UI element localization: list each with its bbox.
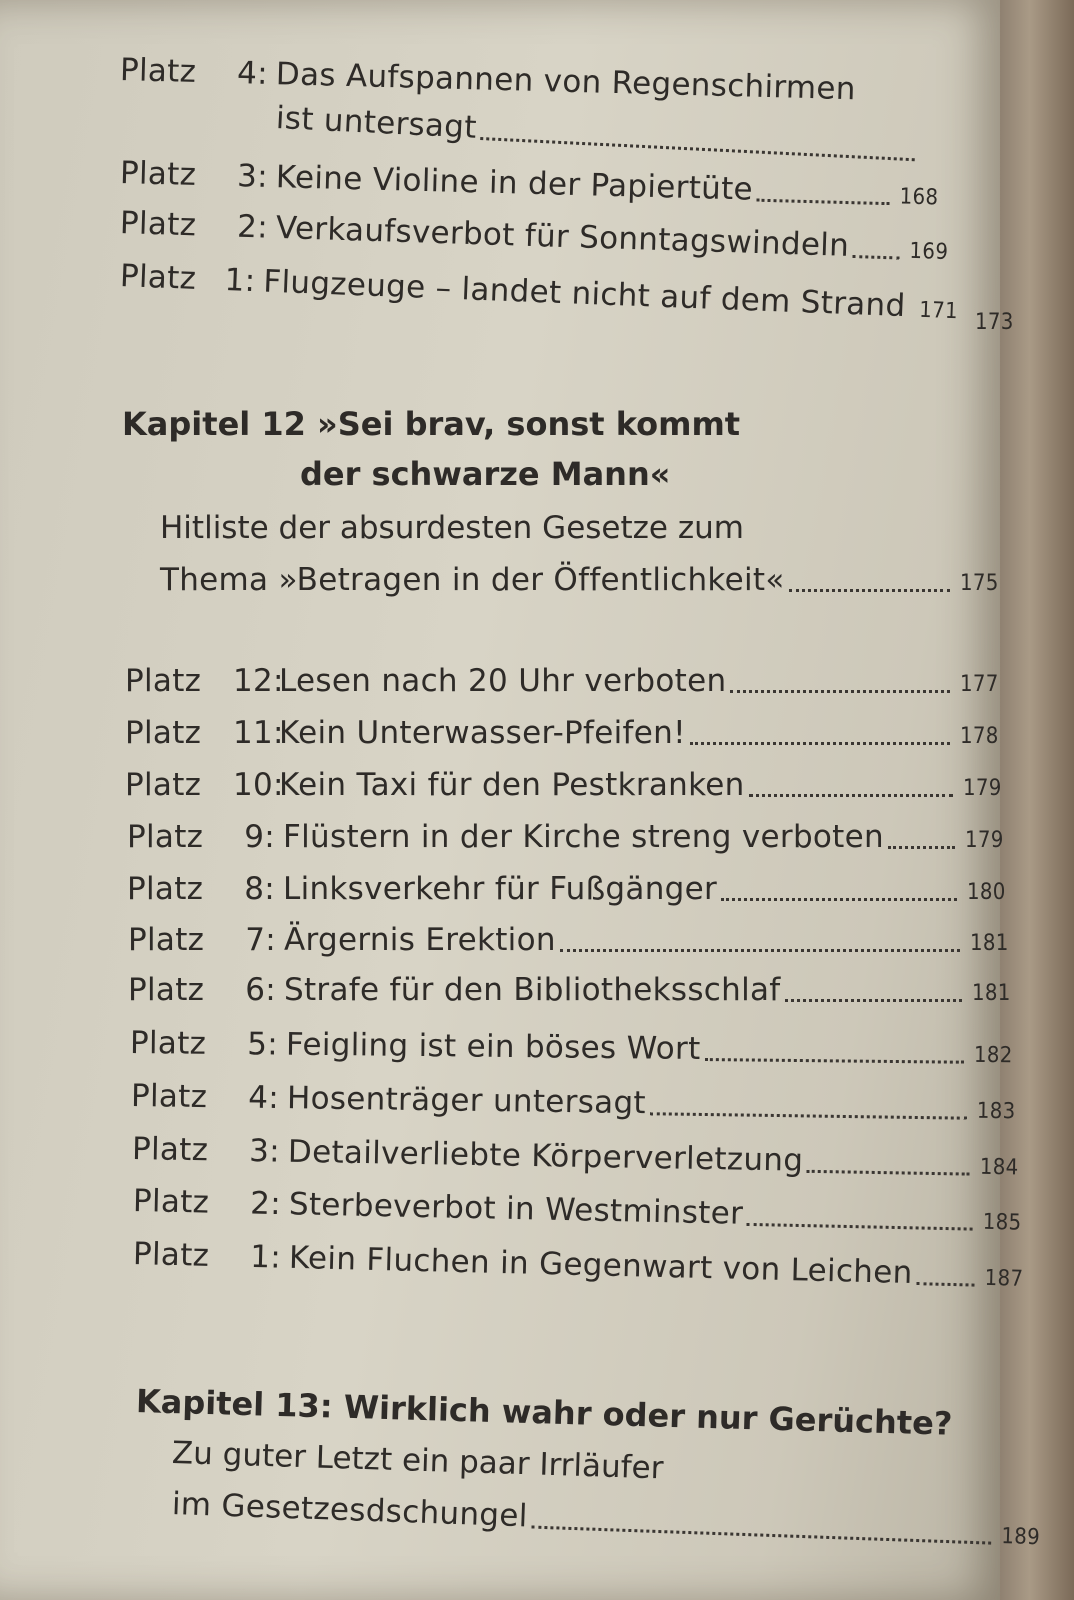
entry-prefix: Platz [132, 1183, 210, 1221]
entry-prefix: Platz [131, 1131, 209, 1169]
chapter-13-subtitle-line2 [171, 1486, 1042, 1552]
chapter-13-page: 189 [1000, 1523, 1041, 1551]
dot-leader [480, 137, 915, 161]
entry-page: 181 [972, 981, 1011, 1006]
entry-prefix: Platz [127, 871, 204, 907]
entry-prefix: Platz [130, 1078, 208, 1116]
entry-number: 4: [247, 1079, 280, 1117]
entry-title: Hosenträger untersagt [286, 1080, 647, 1122]
entry-page: 182 [973, 1042, 1013, 1069]
entry-title: Keine Violine in der Papiertüte [275, 159, 754, 208]
toc-entry-6 [128, 972, 1012, 1008]
entry-prefix: Platz [119, 205, 197, 244]
entry-title: Verkaufsverbot für Sonntagswindeln [275, 209, 850, 264]
entry-page: 184 [979, 1154, 1019, 1181]
entry-page: 168 [899, 184, 939, 211]
entry-title: Strafe für den Bibliotheksschlaf [284, 972, 781, 1008]
entry-prefix: Platz [128, 972, 205, 1008]
entry-prefix: Platz [119, 258, 197, 297]
chapter-12-page: 175 [960, 571, 999, 596]
entry-title: Ärgernis Erektion [284, 922, 556, 958]
chapter-13-heading: Kapitel 13: Wirklich wahr oder nur Gerüchte? [135, 1382, 953, 1443]
dot-leader [704, 1058, 963, 1064]
toc-entry-4 [131, 1078, 1017, 1126]
entry-prefix: Platz [128, 922, 205, 958]
entry-prefix: Platz [119, 52, 197, 90]
dot-leader [789, 589, 950, 592]
dot-leader [560, 949, 960, 952]
entry-title: Sterbeverbot in Westminster [288, 1186, 744, 1232]
entry-page: 169 [909, 238, 949, 266]
toc-entry-8 [127, 871, 1007, 907]
chapter-13-subtitle-text: im Gesetzesdschungel [171, 1486, 529, 1535]
entry-number: 11: [233, 715, 284, 751]
entry-prefix: Platz [125, 663, 202, 699]
entry-page: 177 [960, 672, 999, 697]
toc-entry-top-4 [120, 52, 857, 107]
entry-number: 5: [247, 1026, 279, 1063]
toc-entry-12 [125, 663, 1000, 699]
chapter-12-subtitle-line1: Hitliste der absurdesten Gesetze zum [160, 510, 744, 546]
toc-entry-7 [128, 922, 1010, 958]
chapter-12-heading-line2: der schwarze Mann« [300, 455, 671, 493]
entry-prefix: Platz [119, 155, 197, 193]
entry-number: 10: [233, 767, 284, 803]
toc-entry-top-3 [120, 155, 941, 212]
dot-leader [757, 199, 890, 205]
entry-number: 3: [236, 158, 269, 195]
entry-title: Feigling ist ein böses Wort [285, 1026, 701, 1067]
entry-page: 181 [970, 931, 1009, 956]
entry-number: 4: [236, 55, 269, 92]
toc-entry-3 [132, 1131, 1020, 1182]
entry-page: 171 [918, 297, 959, 325]
dot-leader [531, 1526, 991, 1545]
entry-number: 8: [244, 871, 275, 907]
dot-leader [888, 846, 955, 849]
entry-number: 1: [223, 262, 257, 300]
entry-prefix: Platz [125, 715, 202, 751]
toc-entry-11 [125, 715, 1000, 751]
entry-title: Linksverkehr für Fußgänger [283, 871, 718, 907]
toc-entry-10 [125, 767, 1003, 803]
dot-leader [747, 1223, 973, 1231]
entry-title: Kein Fluchen in Gegenwart von Leichen [288, 1239, 913, 1292]
entry-title: Kein Unterwasser-Pfeifen! [279, 715, 686, 751]
entry-number: 7: [245, 922, 276, 958]
entry-page: 173 [975, 310, 1014, 335]
entry-prefix: Platz [129, 1025, 207, 1062]
entry-prefix: Platz [125, 767, 202, 803]
entry-page: 187 [984, 1265, 1024, 1292]
entry-number: 2: [249, 1185, 282, 1223]
dot-leader [730, 690, 950, 693]
entry-number: 3: [248, 1133, 281, 1170]
entry-page: 183 [976, 1098, 1016, 1125]
dot-leader [785, 999, 962, 1002]
entry-title-cont: ist untersagt [275, 100, 478, 146]
entry-prefix: Platz [132, 1236, 210, 1274]
entry-number: 2: [236, 208, 269, 246]
toc-entry-top-2 [119, 205, 950, 267]
toc-entry-top-4-cont [275, 100, 926, 168]
entry-title: Das Aufspannen von Regenschirmen [275, 56, 857, 108]
entry-title: Lesen nach 20 Uhr verboten [279, 663, 727, 699]
dot-leader [650, 1112, 967, 1119]
entry-page: 179 [963, 776, 1002, 801]
entry-page: 178 [960, 724, 999, 749]
entry-title: Kein Taxi für den Pestkranken [279, 767, 745, 803]
chapter-12-heading-line1: Kapitel 12 »Sei brav, sonst kommt [122, 405, 741, 443]
entry-page: 179 [965, 828, 1004, 853]
dot-leader [853, 255, 900, 259]
toc-entry-9 [127, 819, 1005, 855]
entry-title: Flugzeuge – landet nicht auf dem Strand [262, 263, 907, 325]
chapter-13-subtitle-line1: Zu guter Letzt ein paar Irrläufer [171, 1435, 664, 1487]
entry-number: 9: [244, 819, 275, 855]
dot-leader [916, 1282, 974, 1286]
toc-entry-top-extra [975, 310, 1015, 335]
entry-number: 1: [249, 1238, 282, 1276]
chapter-12-subtitle-line2 [160, 562, 1000, 598]
entry-title: Flüstern in der Kirche streng verboten [283, 819, 884, 855]
dot-leader [807, 1170, 970, 1176]
entry-page: 180 [967, 880, 1006, 905]
chapter-12-subtitle-text: Thema »Betragen in der Öffentlichkeit« [160, 562, 785, 598]
toc-entry-1 [133, 1236, 1026, 1294]
toc-entry-5 [130, 1025, 1014, 1070]
entry-number: 6: [245, 972, 276, 1008]
dot-leader [749, 794, 953, 797]
page-edge [1000, 0, 1074, 1600]
entry-number: 12: [233, 663, 284, 699]
toc-entry-2 [133, 1183, 1024, 1238]
entry-prefix: Platz [127, 819, 204, 855]
entry-page: 185 [982, 1209, 1022, 1236]
dot-leader [721, 898, 957, 901]
toc-entry-top-1 [119, 258, 960, 326]
dot-leader [690, 742, 950, 745]
entry-title: Detailverliebte Körperverletzung [287, 1133, 804, 1179]
